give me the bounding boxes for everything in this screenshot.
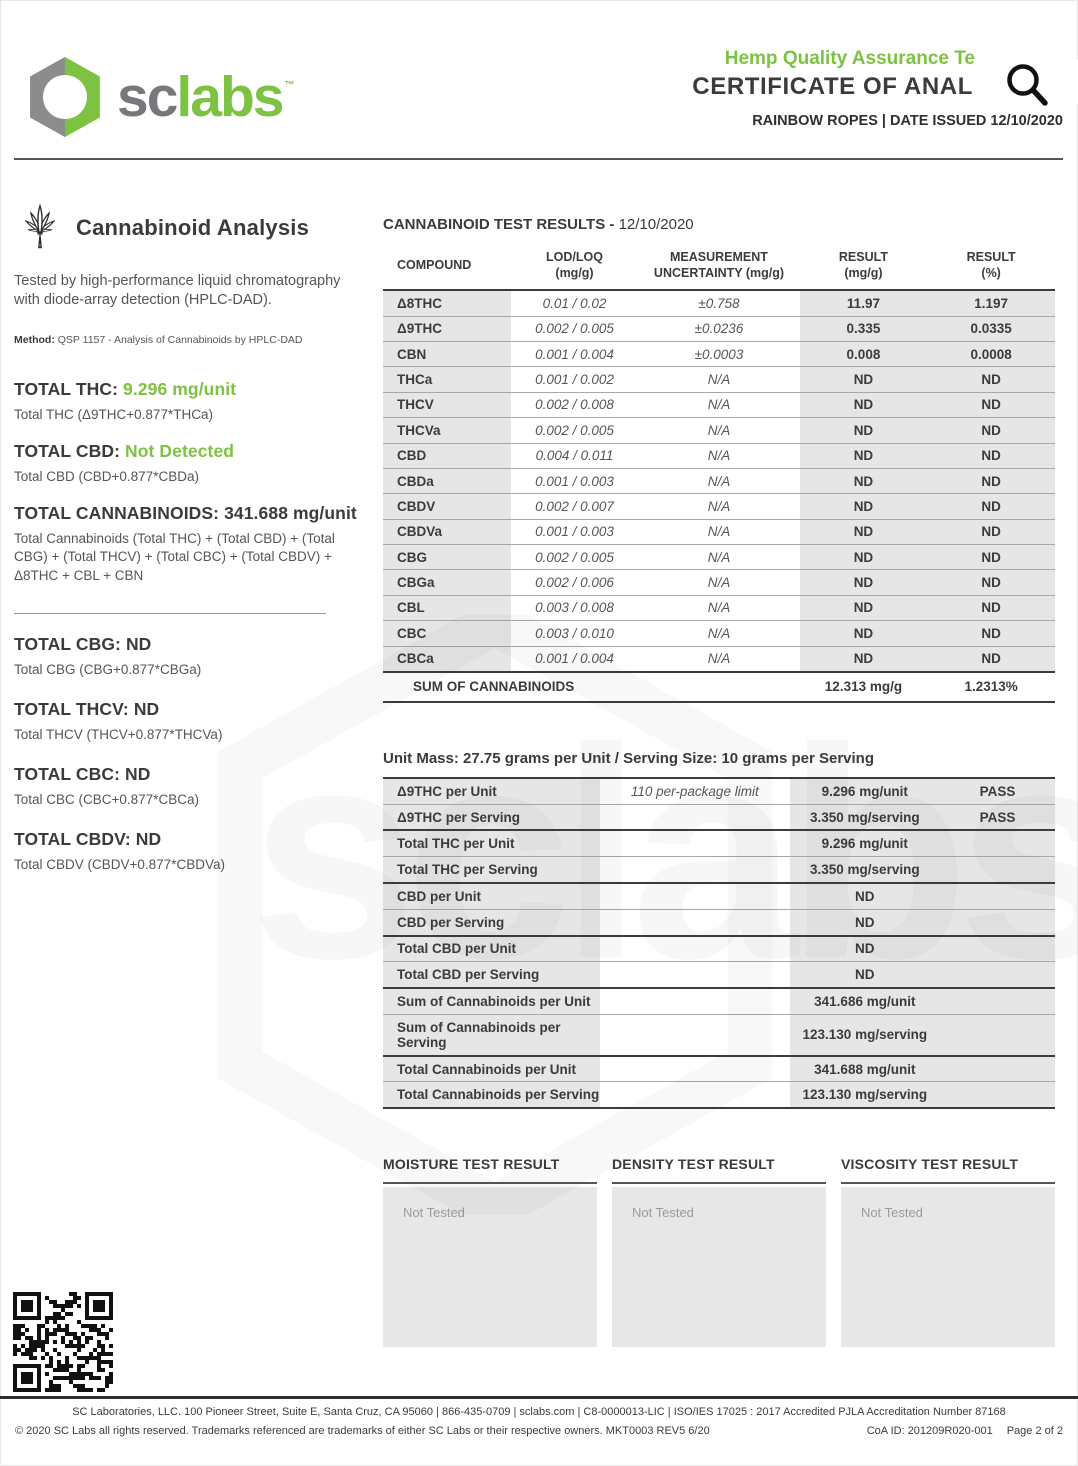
viscosity-test-panel: [841, 1156, 1055, 1347]
compound-row: [383, 443, 1055, 468]
column-header: LOD/LOQ (mg/g): [546, 250, 603, 280]
total-label: TOTAL CBG: ND: [14, 633, 152, 654]
compound-row: [383, 468, 1055, 493]
compound-name: THCVa: [383, 418, 511, 443]
column-header: COMPOUND: [397, 257, 472, 272]
results-heading-label: CANNABINOID TEST RESULTS -: [383, 216, 619, 233]
results-heading: [383, 216, 1055, 233]
unit-row: [383, 1014, 1055, 1055]
total-value: ND: [133, 699, 160, 719]
total-summary: [14, 699, 351, 744]
method-label: Method:: [14, 333, 55, 346]
total-summary: [14, 441, 351, 486]
total-formula: Total THCV (THCV+0.877*THCVa): [14, 727, 223, 742]
total-formula: Total Cannabinoids (Total THC) + (Total CBD) + (Total CBG) + (Total THCV) + (Total CBC) + (Total CBDV) + Δ8THC + CBL + CBN: [14, 531, 335, 583]
result-pct-value: ND: [927, 392, 1055, 417]
result-pct-value: ND: [927, 418, 1055, 443]
unit-row: [383, 936, 1055, 962]
unit-status: [940, 883, 1055, 909]
panel-title: VISCOSITY TEST RESULT: [841, 1156, 1019, 1173]
unit-row: [383, 778, 1055, 804]
lod-loq-value: 0.004 / 0.011: [511, 443, 639, 468]
compound-name: CBL: [383, 595, 511, 620]
lod-loq-value: 0.002 / 0.007: [511, 494, 639, 519]
unit-value: 9.296 mg/unit: [790, 778, 941, 804]
uncertainty-value: N/A: [638, 595, 799, 620]
unit-note: [600, 988, 790, 1014]
compound-name: THCa: [383, 367, 511, 392]
unit-status: PASS: [940, 778, 1055, 804]
result-mg-value: ND: [800, 392, 928, 417]
result-pct-value: 0.0008: [927, 342, 1055, 367]
unit-label: CBD per Serving: [383, 909, 600, 935]
compound-name: CBDVa: [383, 519, 511, 544]
compound-name: CBGa: [383, 570, 511, 595]
panel-body: [383, 1187, 597, 1347]
unit-status: [940, 936, 1055, 962]
unit-label: Δ9THC per Serving: [383, 804, 600, 830]
unit-status: [940, 962, 1055, 988]
unit-note: [600, 962, 790, 988]
result-mg-value: 11.97: [800, 290, 928, 316]
lod-loq-value: 0.003 / 0.008: [511, 595, 639, 620]
total-summary: [14, 829, 351, 874]
total-formula: Total CBDV (CBDV+0.877*CBDVa): [14, 857, 225, 873]
lod-loq-value: 0.001 / 0.004: [511, 646, 639, 672]
compound-row: [383, 367, 1055, 392]
sum-mg-value: 12.313 mg/g: [824, 679, 903, 695]
results-heading-date: 12/10/2020: [618, 216, 694, 233]
compound-row: [383, 519, 1055, 544]
result-pct-value: ND: [927, 468, 1055, 493]
lod-loq-value: 0.001 / 0.003: [511, 468, 639, 493]
result-mg-value: ND: [800, 519, 928, 544]
unit-status: [940, 1082, 1055, 1108]
unit-row: [383, 804, 1055, 830]
compound-row: [383, 621, 1055, 646]
lod-loq-value: 0.002 / 0.006: [511, 570, 639, 595]
uncertainty-value: ±0.0003: [638, 342, 799, 367]
unit-value: 341.686 mg/unit: [790, 988, 941, 1014]
panel-divider: [841, 1182, 1055, 1184]
unit-row: [383, 1056, 1055, 1082]
certificate-title: CERTIFICATE OF ANAL: [692, 73, 973, 100]
logo-trademark: ™: [284, 79, 295, 91]
lod-loq-value: 0.002 / 0.005: [511, 545, 639, 570]
qr-code-pattern: [13, 1292, 113, 1392]
totals-group-primary: [14, 378, 357, 585]
total-label: TOTAL CANNABINOIDS: 341.688 mg/unit: [14, 503, 357, 524]
result-pct-value: ND: [927, 595, 1055, 620]
compound-row: [383, 418, 1055, 443]
uncertainty-value: N/A: [638, 545, 799, 570]
total-value: ND: [135, 829, 162, 850]
result-pct-value: ND: [927, 367, 1055, 392]
compound-row: [383, 316, 1055, 341]
compound-row: [383, 570, 1055, 595]
product-and-date: RAINBOW ROPES | DATE ISSUED 12/10/2020: [752, 113, 1063, 129]
compound-name: Δ8THC: [383, 290, 511, 316]
result-pct-value: ND: [927, 570, 1055, 595]
result-pct-value: 1.197: [927, 290, 1055, 316]
unit-status: [940, 857, 1055, 883]
lod-loq-value: 0.01 / 0.02: [511, 290, 639, 316]
result-mg-value: ND: [800, 468, 928, 493]
logo-wordmark: [117, 64, 295, 129]
total-formula: Total CBG (CBG+0.877*CBGa): [14, 661, 202, 677]
unit-row: [383, 883, 1055, 909]
section-header: [14, 202, 351, 254]
footer: [0, 1396, 1078, 1437]
total-label: TOTAL CBD: Not Detected: [14, 440, 235, 461]
lab-address-line: SC Laboratories, LLC. 100 Pioneer Street, Suite E, Santa Cruz, CA 95060 | 866-435-0709 | sclabs.com | C8-0000013-LIC | ISO/IES 17025 : 2017 Accredited PJLA Accreditation Number 87168: [72, 1406, 1006, 1418]
unit-value: 9.296 mg/unit: [790, 830, 941, 856]
compound-row: [383, 290, 1055, 316]
uncertainty-value: N/A: [638, 443, 799, 468]
unit-table-body: [383, 778, 1055, 1108]
uncertainty-value: N/A: [638, 519, 799, 544]
total-value: ND: [125, 633, 152, 654]
unit-row: [383, 988, 1055, 1014]
compound-name: THCV: [383, 392, 511, 417]
panel-body: [841, 1187, 1055, 1347]
coa-id: CoA ID: 201209R020-001: [866, 1425, 993, 1437]
compound-row: [383, 595, 1055, 620]
result-mg-value: ND: [800, 595, 928, 620]
compound-name: CBD: [383, 443, 511, 468]
totals-group-secondary: [14, 634, 351, 875]
report-type-title: Hemp Quality Assurance Te: [724, 48, 975, 69]
result-mg-value: 0.008: [800, 342, 928, 367]
unit-label: CBD per Unit: [383, 883, 600, 909]
cannabinoid-table-footer: [383, 672, 1055, 702]
result-pct-value: 0.0335: [927, 316, 1055, 341]
footer-meta-line: [0, 1425, 1078, 1437]
total-value: Not Detected: [124, 440, 235, 461]
total-label: TOTAL CBC: ND: [14, 764, 151, 785]
unit-row: [383, 857, 1055, 883]
header: [0, 0, 1078, 158]
qr-code: [13, 1292, 113, 1392]
total-formula: Total CBC (CBC+0.877*CBCa): [14, 792, 199, 808]
panel-title: MOISTURE TEST RESULT: [383, 1156, 560, 1173]
sidebar-divider: [14, 613, 326, 614]
result-mg-value: ND: [800, 367, 928, 392]
compound-row: [383, 494, 1055, 519]
unit-label: Total THC per Unit: [383, 830, 600, 856]
unit-label: Δ9THC per Unit: [383, 778, 600, 804]
panel-body: [612, 1187, 826, 1347]
lod-loq-value: 0.001 / 0.004: [511, 342, 639, 367]
cannabinoid-table-header: [383, 245, 1055, 290]
logo-labs: labs: [176, 64, 283, 129]
uncertainty-value: N/A: [638, 570, 799, 595]
results-column: [369, 160, 1078, 1347]
total-label: TOTAL THC: 9.296 mg/unit: [14, 378, 237, 399]
unit-label: Sum of Cannabinoids per Unit: [383, 988, 600, 1014]
unit-label: Total THC per Serving: [383, 857, 600, 883]
compound-name: CBCa: [383, 646, 511, 672]
compound-row: [383, 392, 1055, 417]
page-number: Page 2 of 2: [1006, 1425, 1063, 1437]
result-mg-value: ND: [800, 418, 928, 443]
lod-loq-value: 0.002 / 0.005: [511, 418, 639, 443]
compound-name: CBDV: [383, 494, 511, 519]
unit-status: [940, 830, 1055, 856]
method-reference: [14, 334, 351, 346]
total-summary: [14, 503, 357, 585]
uncertainty-value: N/A: [638, 468, 799, 493]
total-value: 9.296 mg/unit: [123, 378, 237, 399]
uncertainty-value: ±0.0236: [638, 316, 799, 341]
unit-note: [600, 1056, 790, 1082]
sclabs-logo: [28, 56, 294, 138]
result-mg-value: ND: [800, 646, 928, 672]
unit-note: [600, 1082, 790, 1108]
unit-label: Total CBD per Serving: [383, 962, 600, 988]
lod-loq-value: 0.001 / 0.002: [511, 367, 639, 392]
panel-divider: [612, 1182, 826, 1184]
total-summary: [14, 764, 351, 809]
unit-value: ND: [790, 883, 941, 909]
total-value: 341.688 mg/unit: [224, 503, 357, 524]
uncertainty-value: N/A: [638, 494, 799, 519]
result-pct-value: ND: [927, 646, 1055, 672]
unit-status: [940, 909, 1055, 935]
unit-value: 3.350 mg/serving: [790, 857, 941, 883]
cannabinoid-table-body: [383, 290, 1055, 672]
unit-value: ND: [790, 936, 941, 962]
unit-value: ND: [790, 962, 941, 988]
uncertainty-value: N/A: [638, 646, 799, 672]
unit-value: 123.130 mg/serving: [790, 1082, 941, 1108]
lod-loq-value: 0.003 / 0.010: [511, 621, 639, 646]
result-mg-value: ND: [800, 545, 928, 570]
unit-note: [600, 830, 790, 856]
unit-note: [600, 857, 790, 883]
panel-title: DENSITY TEST RESULT: [612, 1156, 775, 1173]
analysis-sidebar: [0, 160, 369, 1347]
uncertainty-value: N/A: [638, 418, 799, 443]
logo-sc: sc: [117, 64, 177, 129]
result-mg-value: ND: [800, 570, 928, 595]
unit-status: PASS: [940, 804, 1055, 830]
magnifier-icon[interactable]: [1000, 58, 1052, 110]
result-pct-value: ND: [927, 494, 1055, 519]
total-label: TOTAL CBDV: ND: [14, 829, 162, 850]
unit-row: [383, 1082, 1055, 1108]
cannabis-leaf-icon: [14, 202, 66, 254]
compound-name: CBG: [383, 545, 511, 570]
footer-divider: [0, 1396, 1078, 1399]
method-value: QSP 1157 - Analysis of Cannabinoids by HPLC-DAD: [57, 333, 303, 346]
uncertainty-value: N/A: [638, 367, 799, 392]
unit-note: [600, 883, 790, 909]
panel-status: Not Tested: [403, 1205, 465, 1221]
compound-row: [383, 342, 1055, 367]
result-pct-value: ND: [927, 519, 1055, 544]
unit-note: [600, 909, 790, 935]
total-label: TOTAL THCV: ND: [14, 699, 160, 719]
unit-value: ND: [790, 909, 941, 935]
result-pct-value: ND: [927, 545, 1055, 570]
unit-value: 3.350 mg/serving: [790, 804, 941, 830]
unit-label: Total Cannabinoids per Unit: [383, 1056, 600, 1082]
unit-label: Total Cannabinoids per Serving: [383, 1082, 600, 1108]
unit-note: [600, 804, 790, 830]
sum-row: [383, 672, 1055, 702]
result-mg-value: ND: [800, 443, 928, 468]
cannabinoid-results-table: [383, 245, 1055, 703]
uncertainty-value: ±0.758: [638, 290, 799, 316]
unit-note: 110 per-package limit: [600, 778, 790, 804]
unit-status: [940, 1056, 1055, 1082]
uncertainty-value: N/A: [638, 621, 799, 646]
column-header: RESULT (%): [966, 250, 1016, 280]
compound-row: [383, 545, 1055, 570]
unit-row: [383, 962, 1055, 988]
unit-note: [600, 1014, 790, 1055]
result-mg-value: ND: [800, 621, 928, 646]
unit-row: [383, 909, 1055, 935]
panel-status: Not Tested: [861, 1205, 923, 1221]
lod-loq-value: 0.002 / 0.005: [511, 316, 639, 341]
unit-status: [940, 1014, 1055, 1055]
unit-label: Sum of Cannabinoids per Serving: [383, 1014, 600, 1055]
panel-status: Not Tested: [632, 1205, 694, 1221]
method-description: Tested by high-performance liquid chromatography with diode-array detection (HPLC-DAD).: [14, 273, 341, 308]
total-formula: Total CBD (CBD+0.877*CBDa): [14, 468, 199, 484]
coa-id-and-page: [867, 1425, 1063, 1437]
uncertainty-value: N/A: [638, 392, 799, 417]
total-value: ND: [124, 764, 151, 785]
unit-value: 123.130 mg/serving: [790, 1014, 941, 1055]
section-title: Cannabinoid Analysis: [76, 215, 310, 240]
header-row: [383, 245, 1055, 290]
unit-status: [940, 988, 1055, 1014]
copyright-text: © 2020 SC Labs all rights reserved. Trademarks referenced are trademarks of either SC Labs or their respective owners. MKT0003 REV5 6/20: [15, 1425, 710, 1437]
unit-note: [600, 936, 790, 962]
total-summary: [14, 379, 351, 424]
sum-label: SUM OF CANNABINOIDS: [413, 679, 575, 695]
result-mg-value: ND: [800, 494, 928, 519]
other-test-panels: [383, 1156, 1055, 1347]
compound-name: Δ9THC: [383, 316, 511, 341]
column-header: MEASUREMENT UNCERTAINTY (mg/g): [653, 250, 785, 280]
main-content: [0, 160, 1078, 1347]
lod-loq-value: 0.002 / 0.008: [511, 392, 639, 417]
compound-row: [383, 646, 1055, 672]
compound-name: CBDa: [383, 468, 511, 493]
density-test-panel: [612, 1156, 826, 1347]
panel-divider: [383, 1182, 597, 1184]
unit-row: [383, 830, 1055, 856]
column-header: RESULT (mg/g): [838, 250, 888, 280]
unit-label: Total CBD per Unit: [383, 936, 600, 962]
result-mg-value: 0.335: [800, 316, 928, 341]
result-pct-value: ND: [927, 621, 1055, 646]
moisture-test-panel: [383, 1156, 597, 1347]
unit-results-table: [383, 777, 1055, 1109]
result-pct-value: ND: [927, 443, 1055, 468]
total-formula: Total THC (Δ9THC+0.877*THCa): [14, 406, 213, 422]
sum-pct-value: 1.2313%: [964, 679, 1018, 695]
total-summary: [14, 634, 351, 679]
unit-mass-heading: Unit Mass: 27.75 grams per Unit / Serving Size: 10 grams per Serving: [383, 749, 875, 767]
compound-name: CBC: [383, 621, 511, 646]
lod-loq-value: 0.001 / 0.003: [511, 519, 639, 544]
sclabs-hexagon-icon: [28, 56, 102, 138]
unit-value: 341.688 mg/unit: [790, 1056, 941, 1082]
compound-name: CBN: [383, 342, 511, 367]
